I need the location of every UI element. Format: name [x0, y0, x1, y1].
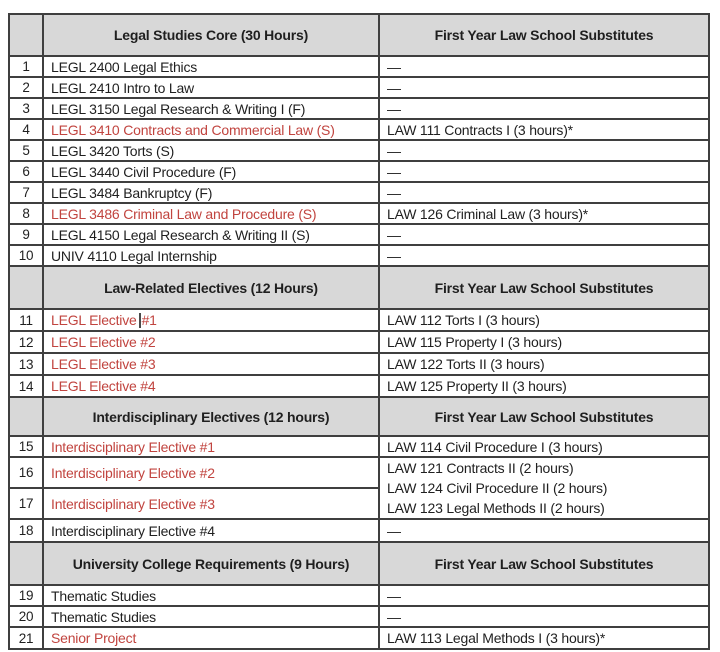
substitute-cell[interactable]: LAW 115 Property I (3 hours)	[379, 331, 709, 353]
substitute-cell[interactable]: LAW 112 Torts I (3 hours)	[379, 309, 709, 331]
substitute-cell[interactable]: LAW 122 Torts II (3 hours)	[379, 353, 709, 375]
section-header-blank-cell	[9, 542, 43, 585]
course-cell[interactable]: Senior Project	[43, 627, 379, 649]
substitute-cell[interactable]: —	[379, 182, 709, 203]
course-cell[interactable]: LEGL 3440 Civil Procedure (F)	[43, 161, 379, 182]
section-header-blank-cell	[9, 397, 43, 436]
course-cell[interactable]: LEGL Elective #3	[43, 353, 379, 375]
row-number-cell: 12	[9, 331, 43, 353]
row-number-cell: 18	[9, 519, 43, 542]
substitute-cell[interactable]: —	[379, 140, 709, 161]
substitutes-header-cell: First Year Law School Substitutes	[379, 14, 709, 56]
substitute-cell[interactable]: LAW 111 Contracts I (3 hours)*	[379, 119, 709, 140]
substitute-line: LAW 123 Legal Methods II (2 hours)	[387, 500, 605, 516]
table-row	[9, 375, 709, 397]
substitutes-header-cell: First Year Law School Substitutes	[379, 542, 709, 585]
course-cell[interactable]: Thematic Studies	[43, 606, 379, 627]
table-row	[9, 224, 709, 245]
table-row	[9, 203, 709, 224]
course-cell[interactable]: LEGL 2400 Legal Ethics	[43, 56, 379, 77]
course-cell[interactable]: Interdisciplinary Elective #2	[43, 457, 379, 488]
row-number-cell: 9	[9, 224, 43, 245]
course-cell[interactable]: Interdisciplinary Elective #4	[43, 519, 379, 542]
table-row	[9, 436, 709, 457]
substitute-cell[interactable]: —	[379, 56, 709, 77]
substitute-cell[interactable]: —	[379, 519, 709, 542]
substitute-cell[interactable]: —	[379, 161, 709, 182]
substitute-cell[interactable]: —	[379, 98, 709, 119]
course-cell[interactable]: LEGL 3150 Legal Research & Writing I (F)	[43, 98, 379, 119]
course-cell[interactable]: LEGL Elective #4	[43, 375, 379, 397]
course-cell[interactable]: LEGL 3486 Criminal Law and Procedure (S)	[43, 203, 379, 224]
table-row	[9, 519, 709, 542]
substitute-cell[interactable]: —	[379, 224, 709, 245]
row-number-cell: 4	[9, 119, 43, 140]
section-title-cell: Legal Studies Core (30 Hours)	[43, 14, 379, 56]
table-row	[9, 331, 709, 353]
section-title-cell: University College Requirements (9 Hours)	[43, 542, 379, 585]
course-cell[interactable]: UNIV 4110 Legal Internship	[43, 245, 379, 266]
course-cell[interactable]: Interdisciplinary Elective #3	[43, 488, 379, 519]
table-row	[9, 606, 709, 627]
row-number-cell: 15	[9, 436, 43, 457]
substitute-line: LAW 124 Civil Procedure II (2 hours)	[387, 480, 608, 496]
row-number-cell: 3	[9, 98, 43, 119]
table-row	[9, 56, 709, 77]
substitute-cell[interactable]: LAW 125 Property II (3 hours)	[379, 375, 709, 397]
substitute-cell[interactable]: —	[379, 585, 709, 606]
substitute-cell[interactable]: LAW 126 Criminal Law (3 hours)*	[379, 203, 709, 224]
row-number-cell: 14	[9, 375, 43, 397]
section-header-row	[9, 397, 709, 436]
substitute-cell[interactable]: LAW 113 Legal Methods I (3 hours)*	[379, 627, 709, 649]
substitute-cell[interactable]: —	[379, 606, 709, 627]
section-header-blank-cell	[9, 14, 43, 56]
table-row	[9, 140, 709, 161]
substitutes-header-cell: First Year Law School Substitutes	[379, 266, 709, 309]
row-number-cell: 17	[9, 488, 43, 519]
table-row	[9, 353, 709, 375]
row-number-cell: 10	[9, 245, 43, 266]
substitutes-header-cell: First Year Law School Substitutes	[379, 397, 709, 436]
section-header-row	[9, 542, 709, 585]
table-row	[9, 627, 709, 649]
section-title-cell: Law-Related Electives (12 Hours)	[43, 266, 379, 309]
course-cell[interactable]: Thematic Studies	[43, 585, 379, 606]
course-cell[interactable]: LEGL 3410 Contracts and Commercial Law (S)	[43, 119, 379, 140]
table-row	[9, 161, 709, 182]
row-number-cell: 16	[9, 457, 43, 488]
curriculum-table	[8, 13, 710, 650]
course-cell[interactable]: Interdisciplinary Elective #1	[43, 436, 379, 457]
course-text-after-caret: #1	[141, 312, 157, 328]
substitute-cell[interactable]: —	[379, 245, 709, 266]
row-number-cell: 21	[9, 627, 43, 649]
section-header-blank-cell	[9, 266, 43, 309]
row-number-cell: 19	[9, 585, 43, 606]
table-row	[9, 77, 709, 98]
row-number-cell: 6	[9, 161, 43, 182]
substitute-cell-merged[interactable]	[379, 457, 709, 519]
course-cell[interactable]	[43, 309, 379, 331]
row-number-cell: 7	[9, 182, 43, 203]
course-cell[interactable]: LEGL 2410 Intro to Law	[43, 77, 379, 98]
course-cell[interactable]: LEGL 3484 Bankruptcy (F)	[43, 182, 379, 203]
text-caret	[139, 313, 141, 328]
table-row	[9, 119, 709, 140]
table-row	[9, 245, 709, 266]
substitute-cell[interactable]: LAW 114 Civil Procedure I (3 hours)	[379, 436, 709, 457]
row-number-cell: 5	[9, 140, 43, 161]
section-title-cell: Interdisciplinary Electives (12 hours)	[43, 397, 379, 436]
row-number-cell: 13	[9, 353, 43, 375]
substitute-line: LAW 121 Contracts II (2 hours)	[387, 460, 574, 476]
row-number-cell: 20	[9, 606, 43, 627]
course-text-before-caret: LEGL Elective	[51, 312, 137, 328]
course-cell[interactable]: LEGL Elective #2	[43, 331, 379, 353]
section-header-row	[9, 266, 709, 309]
table-row	[9, 182, 709, 203]
table-row	[9, 585, 709, 606]
table-row	[9, 98, 709, 119]
section-header-row	[9, 14, 709, 56]
table-row	[9, 309, 709, 331]
row-number-cell: 11	[9, 309, 43, 331]
substitute-cell[interactable]: —	[379, 77, 709, 98]
course-cell[interactable]: LEGL 3420 Torts (S)	[43, 140, 379, 161]
table-row	[9, 457, 709, 488]
row-number-cell: 1	[9, 56, 43, 77]
row-number-cell: 8	[9, 203, 43, 224]
course-cell[interactable]: LEGL 4150 Legal Research & Writing II (S)	[43, 224, 379, 245]
row-number-cell: 2	[9, 77, 43, 98]
